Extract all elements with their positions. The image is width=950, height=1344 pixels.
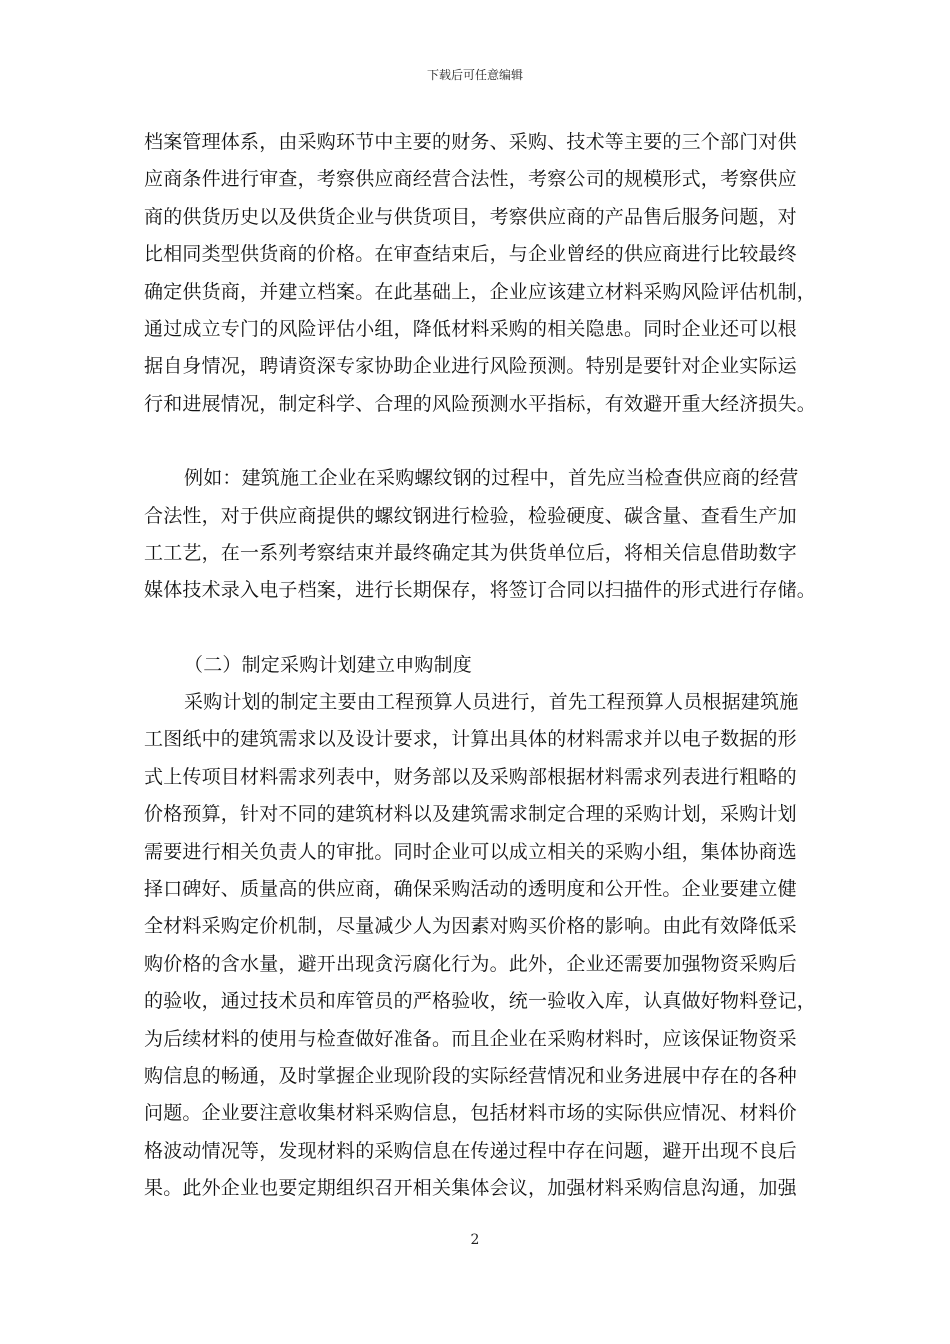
text-line: 比相同类型供货商的价格。在审查结束后，与企业曾经的供应商进行比较最终 bbox=[144, 243, 797, 266]
text-line: 商的供货历史以及供货企业与供货项目，考察供应商的产品售后服务问题，对 bbox=[144, 205, 797, 228]
document-body bbox=[144, 124, 824, 1208]
text-line: 应商条件进行审查，考察供应商经营合法性，考察公司的规模形式，考察供应 bbox=[144, 168, 797, 191]
paragraph-spacer bbox=[144, 610, 824, 647]
text-line: 的验收，通过技术员和库管员的严格验收，统一验收入库，认真做好物料登记， bbox=[144, 990, 817, 1013]
text-line: 通过成立专门的风险评估小组，降低材料采购的相关隐患。同时企业还可以根 bbox=[144, 317, 797, 340]
text-line: 合法性，对于供应商提供的螺纹钢进行检验，检验硬度、碳含量、查看生产加 bbox=[144, 504, 797, 527]
text-line: 媒体技术录入电子档案，进行长期保存，将签订合同以扫描件的形式进行存储。 bbox=[144, 579, 817, 602]
text-line: 格波动情况等，发现材料的采购信息在传递过程中存在问题，避开出现不良后 bbox=[144, 1139, 797, 1162]
text-line: 购信息的畅通，及时掌握企业现阶段的实际经营情况和业务进展中存在的各种 bbox=[144, 1064, 797, 1087]
text-line: 购价格的含水量，避开出现贪污腐化行为。此外，企业还需要加强物资采购后 bbox=[144, 952, 797, 975]
text-line: 全材料采购定价机制，尽量减少人为因素对购买价格的影响。由此有效降低采 bbox=[144, 915, 797, 938]
text-line: 例如：建筑施工企业在采购螺纹钢的过程中，首先应当检查供应商的经营 bbox=[184, 467, 799, 490]
paragraph-example bbox=[144, 460, 824, 610]
page-number: 2 bbox=[470, 1232, 480, 1248]
section-heading: （二）制定采购计划建立申购制度 bbox=[184, 653, 473, 676]
text-line: 采购计划的制定主要由工程预算人员进行，首先工程预算人员根据建筑施 bbox=[184, 691, 799, 714]
paragraph-spacer bbox=[144, 423, 824, 460]
text-line: 需要进行相关负责人的审批。同时企业可以成立相关的采购小组，集体协商选 bbox=[144, 840, 797, 863]
paragraph-supplier-archive bbox=[144, 124, 824, 423]
text-line: 为后续材料的使用与检查做好准备。而且企业在采购材料时，应该保证物资采 bbox=[144, 1027, 797, 1050]
text-line: 问题。企业要注意收集材料采购信息，包括材料市场的实际供应情况、材料价 bbox=[144, 1102, 797, 1125]
text-line: 档案管理体系，由采购环节中主要的财务、采购、技术等主要的三个部门对供 bbox=[144, 131, 797, 153]
text-line: 确定供货商，并建立档案。在此基础上，企业应该建立材料采购风险评估机制， bbox=[144, 280, 817, 303]
text-line: 据自身情况，聘请资深专家协助企业进行风险预测。特别是要针对企业实际运 bbox=[144, 355, 797, 378]
text-line: 工工艺，在一系列考察结束并最终确定其为供货单位后，将相关信息借助数字 bbox=[144, 541, 797, 564]
text-line: 果。此外企业也要定期组织召开相关集体会议，加强材料采购信息沟通，加强 bbox=[144, 1177, 797, 1200]
text-line: 工图纸中的建筑需求以及设计要求，计算出具体的材料需求并以电子数据的形 bbox=[144, 728, 797, 751]
page-header: 下载后可任意编辑 bbox=[426, 68, 523, 82]
text-line: 价格预算，针对不同的建筑材料以及建筑需求制定合理的采购计划，采购计划 bbox=[144, 803, 797, 826]
paragraph-procurement-plan bbox=[144, 684, 824, 1207]
text-line: 式上传项目材料需求列表中，财务部以及采购部根据材料需求列表进行粗略的 bbox=[144, 765, 797, 788]
text-line: 择口碑好、质量高的供应商，确保采购活动的透明度和公开性。企业要建立健 bbox=[144, 878, 797, 901]
text-line: 行和进展情况，制定科学、合理的风险预测水平指标，有效避开重大经济损失。 bbox=[144, 392, 817, 415]
